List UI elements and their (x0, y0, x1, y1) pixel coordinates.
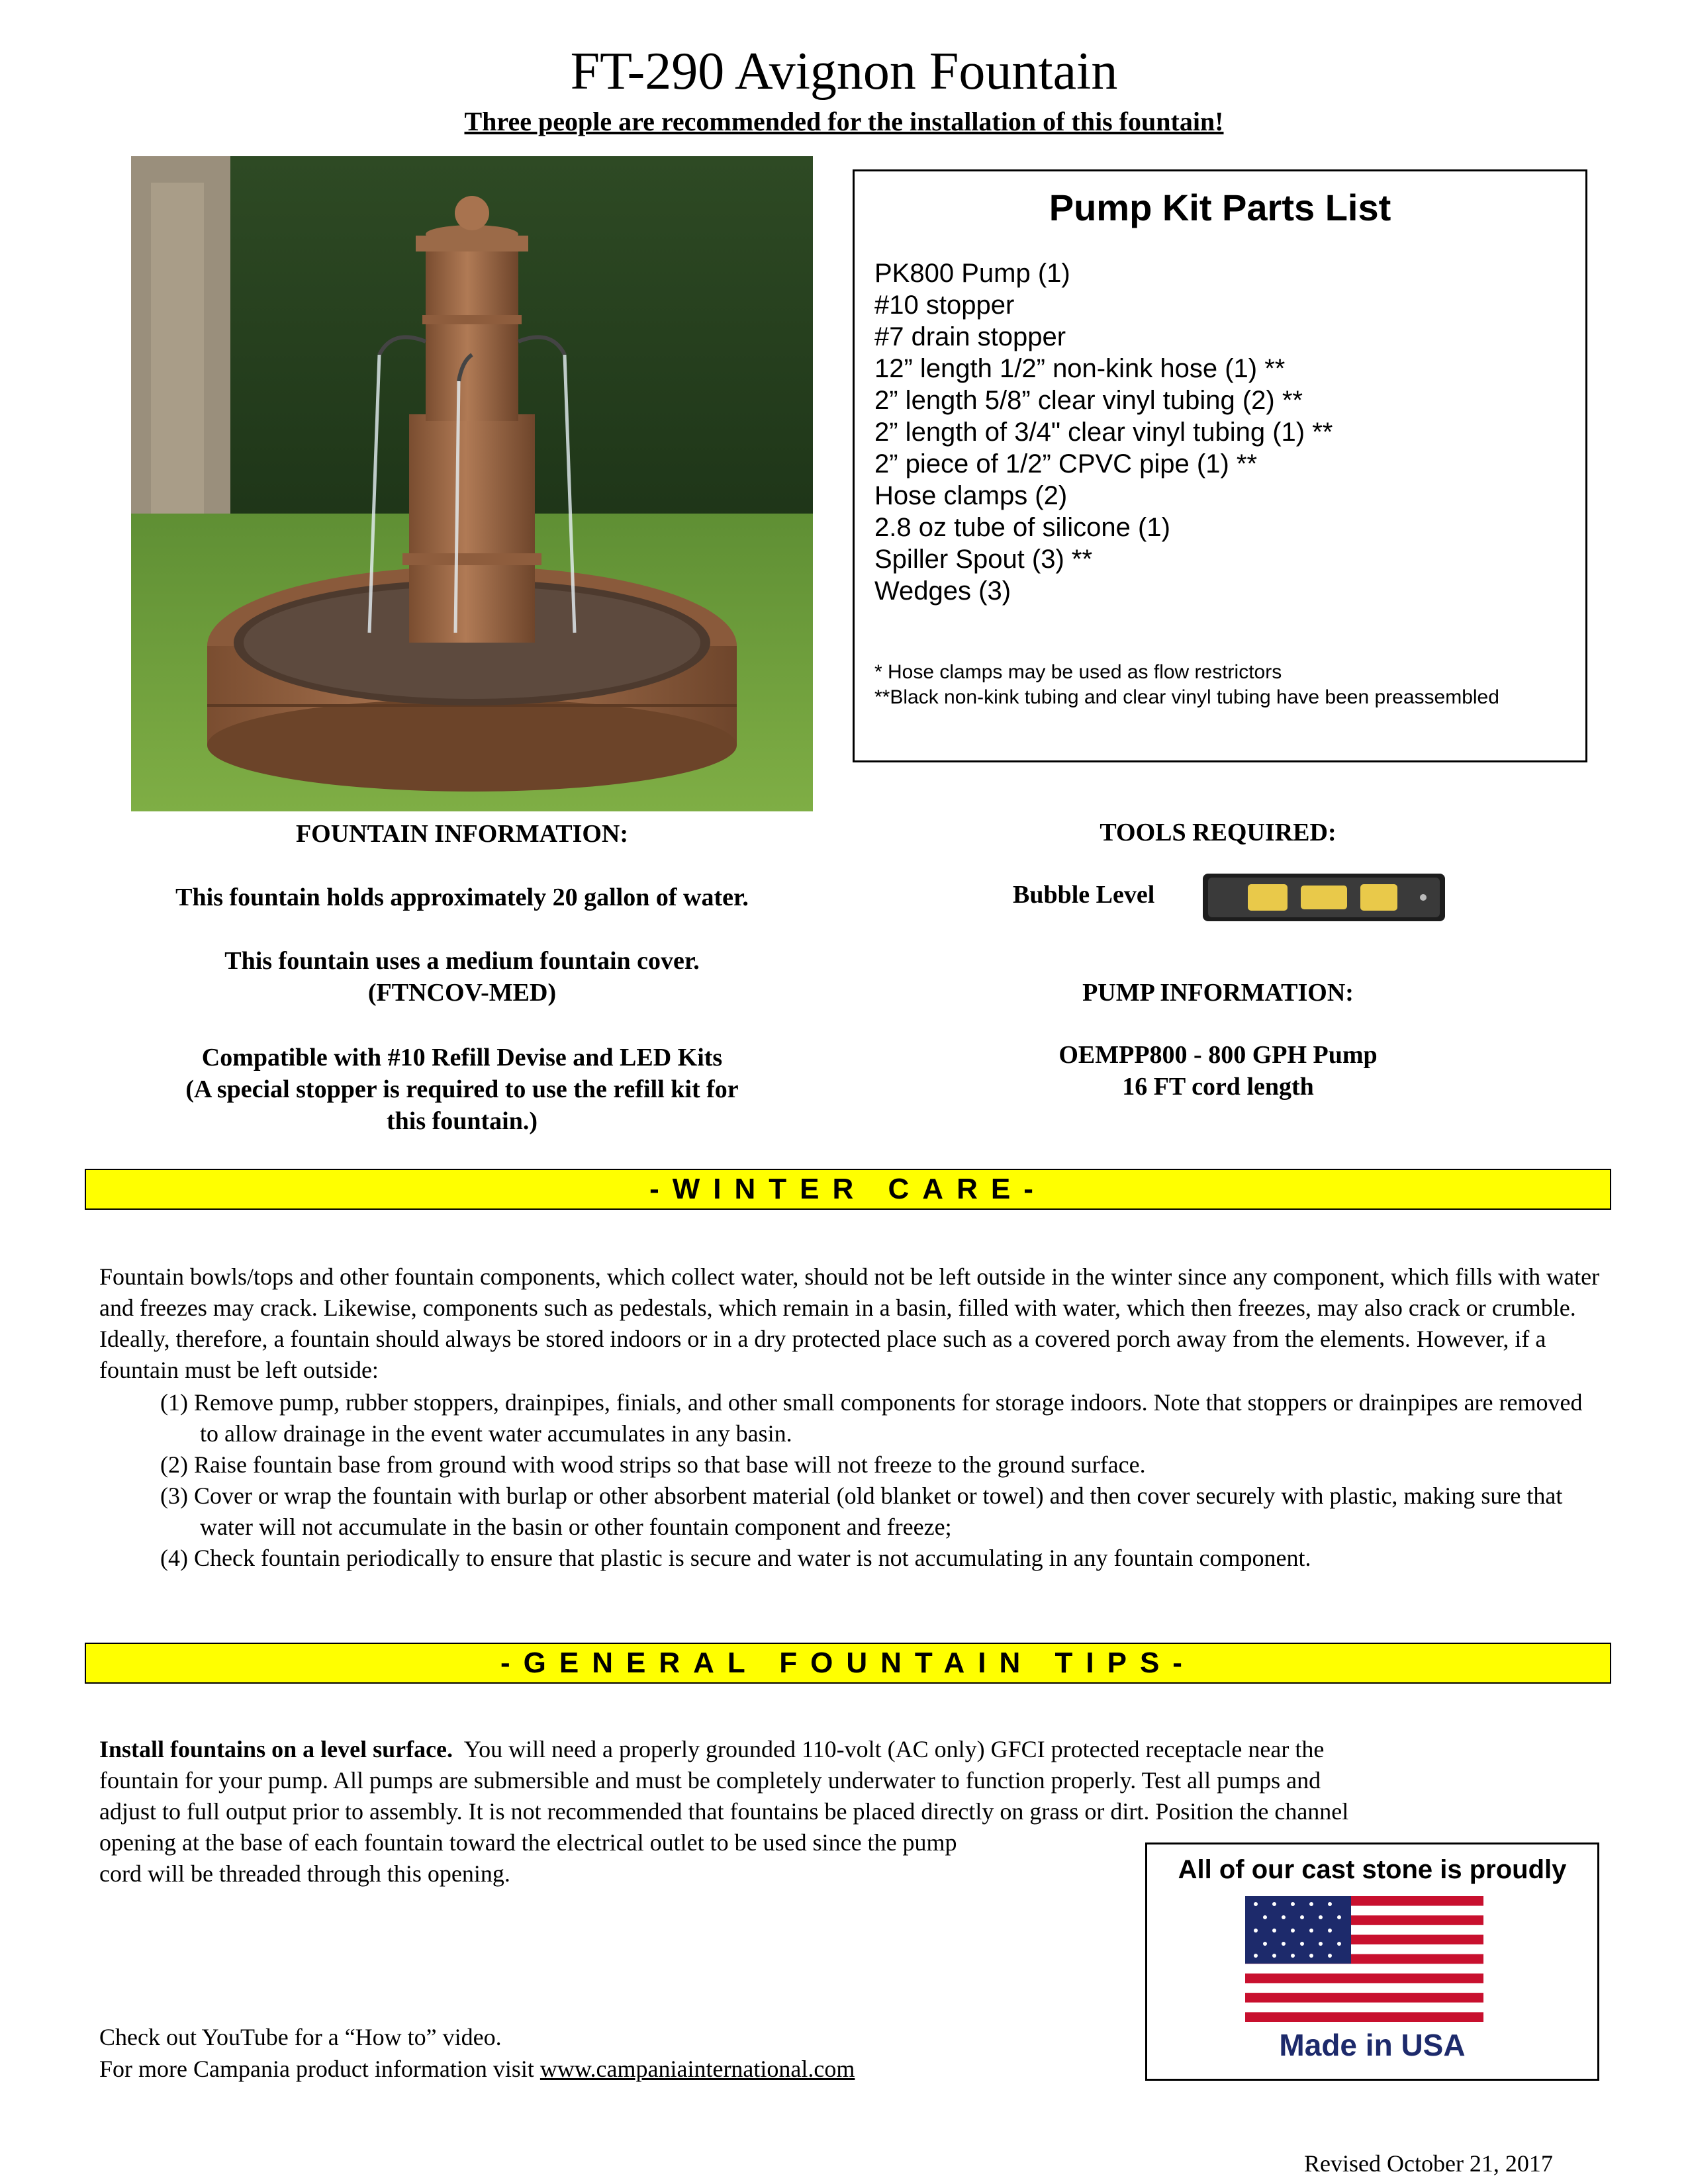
tips-line: fountain for your pump. All pumps are submersible and must be completely underwater to function properly. Test all pumps and (99, 1767, 1321, 1794)
tips-line (99, 1734, 1615, 1765)
parts-list-box (853, 169, 1587, 762)
list-item: 2” length 5/8” clear vinyl tubing (2) ** (874, 386, 1303, 415)
winter-care-banner: -WINTER CARE- (85, 1169, 1611, 1210)
note-item: * Hose clamps may be used as flow restrictors (874, 661, 1282, 683)
compat-line: (A special stopper is required to use the refill kit for (185, 1075, 739, 1103)
youtube-note: Check out YouTube for a “How to” video. (99, 2024, 502, 2050)
winter-care-intro: Fountain bowls/tops and other fountain components, which collect water, should not be left outside in the winter since any component, which fills with water and freezes may crack. Likewise, components such as pedestals, which remain in a basin, filled with water, which then freezes, may also crack or crumble. Ideally, therefore, a fountain should always be stored indoors or in a dry protected place such as a covered porch away from the elements. However, if a fountain must be left outside: (99, 1263, 1600, 1383)
parts-notes (874, 660, 1499, 710)
pump-details (927, 1039, 1509, 1103)
tips-line: cord will be threaded through this opening. (99, 1860, 510, 1887)
list-item: 2” piece of 1/2” CPVC pipe (1) ** (874, 449, 1258, 478)
winter-care-steps (160, 1387, 1603, 1574)
list-item: (1) Remove pump, rubber stoppers, drainpipes, finials, and other small components for storage indoors. Note that stoppers or drainpipes are removed to allow drainage in the event water accumulates in any basin. (160, 1389, 1583, 1447)
us-flag-icon (1245, 1896, 1483, 2022)
made-in-usa-label: Made in USA (1279, 2028, 1466, 2062)
list-item: (2) Raise fountain base from ground with wood strips so that base will not freeze to the ground surface. (160, 1451, 1146, 1478)
bubble-level-icon (1201, 871, 1446, 924)
revision-date: Revised October 21, 2017 (1304, 2150, 1553, 2177)
compatibility-info (118, 1042, 806, 1137)
compat-line: Compatible with #10 Refill Devise and LED Kits (201, 1044, 723, 1071)
fountain-info-heading: FOUNTAIN INFORMATION: (295, 820, 629, 848)
cover-code: (FTNCOV-MED) (367, 979, 557, 1007)
list-item: #7 drain stopper (874, 322, 1066, 351)
list-item: (3) Cover or wrap the fountain with burlap or other absorbent material (old blanket or towel) and then cover securely with plastic, making sure that water will not accumulate in the basin or other fountain component and freeze; (160, 1482, 1563, 1540)
tips-line: adjust to full output prior to assembly. It is not recommended that fountains be placed directly on grass or dirt. Position the channel (99, 1798, 1349, 1825)
general-tips-banner: -GENERAL FOUNTAIN TIPS- (85, 1643, 1611, 1684)
footer (99, 2021, 855, 2085)
usa-caption: All of our cast stone is proudly (1178, 1855, 1567, 1884)
bubble-level-label: Bubble Level (1013, 881, 1155, 909)
note-item: **Black non-kink tubing and clear vinyl tubing have been preassembled (874, 686, 1499, 708)
tips-line-rest: You will need a properly grounded 110-volt (AC only) GFCI protected receptacle near the (453, 1736, 1325, 1762)
parts-list (874, 257, 1333, 607)
list-item: PK800 Pump (1) (874, 259, 1070, 288)
website-link[interactable]: www.campaniainternational.com (539, 2056, 855, 2082)
fountain-capacity: This fountain holds approximately 20 gallon of water. (175, 884, 749, 911)
list-item: 2.8 oz tube of silicone (1) (874, 513, 1170, 542)
list-item: 12” length 1/2” non-kink hose (1) ** (874, 354, 1286, 383)
list-item: Hose clamps (2) (874, 481, 1068, 510)
list-item: (4) Check fountain periodically to ensure that plastic is secure and water is not accumulating in any fountain component. (160, 1545, 1311, 1571)
fountain-cover-info (131, 945, 793, 1009)
list-item: Wedges (3) (874, 576, 1011, 606)
page-title: FT-290 Avignon Fountain (570, 42, 1118, 101)
install-warning: Three people are recommended for the installation of this fountain! (464, 107, 1224, 136)
compat-line: this fountain.) (386, 1107, 538, 1135)
list-item: Spiller Spout (3) ** (874, 545, 1093, 574)
pump-info-heading: PUMP INFORMATION: (1082, 979, 1354, 1007)
made-in-usa-box (1145, 1843, 1599, 2081)
pump-model: OEMPP800 - 800 GPH Pump (1058, 1041, 1378, 1069)
tools-heading: TOOLS REQUIRED: (1100, 819, 1336, 846)
list-item: 2” length of 3/4" clear vinyl tubing (1) ** (874, 418, 1333, 447)
list-item: #10 stopper (874, 291, 1015, 320)
more-info-line (99, 2053, 855, 2085)
fountain-photo (131, 156, 813, 811)
cord-length: 16 FT cord length (1122, 1073, 1314, 1101)
more-info-prefix: For more Campania product information visit (99, 2056, 540, 2082)
cover-line: This fountain uses a medium fountain cover. (224, 947, 700, 975)
tips-line: opening at the base of each fountain toward the electrical outlet to be used since the pump (99, 1829, 957, 1856)
tips-bold-lead: Install fountains on a level surface. (99, 1736, 453, 1762)
fountain-illustration (131, 156, 813, 811)
parts-list-title: Pump Kit Parts List (1049, 187, 1391, 228)
